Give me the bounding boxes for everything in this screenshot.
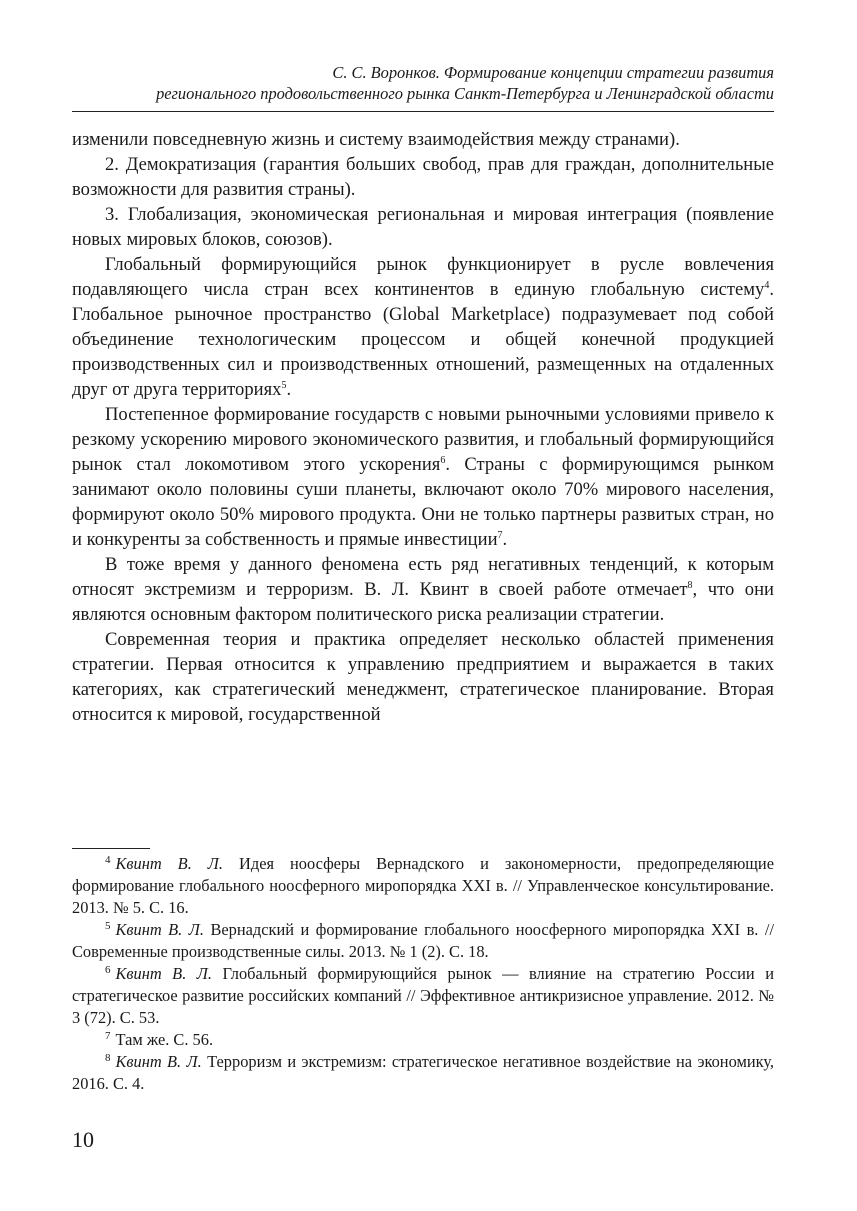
header-rule [72,111,774,112]
footnote-author: Квинт В. Л. [115,1052,202,1071]
running-head-line-2: регионального продовольственного рынка Санкт-Петербурга и Ленинградской области [156,84,774,103]
footnotes [72,853,774,1095]
footnote-7: $^7$ Там же. С. 56. [105,1030,214,1049]
running-head [72,62,774,104]
body-text [72,127,774,727]
paragraph-emerging-markets: Постепенное формирование государств с новыми рыночными условиями привело к резкому ускорению мирового экономического развития, и глобальный формирующийся рынок стал локомотивом этого ускорения$^6$. Страны с формирующимся рынком занимают около половины суши планеты, включают около 70% мирового населения, формируют около 50% мирового продукта. Они не только партнеры развитых стран, но и конкуренты за собственность и прямые инвестиции$^7$. [72,404,774,550]
footnote-5: $^5$ Квинт В. Л. Вернадский и формирование глобального ноосферного миропорядка XXI в. // Современные производственные силы. 2013. № 1 (2). С. 18. [72,920,774,961]
paragraph-strategy-areas: Современная теория и практика определяет несколько областей применения стратегии. Первая относится к управлению предприятием и выражается в таких категориях, как стратегический менеджмент, стратегическое планирование. Вторая относится к мировой, государственной [72,629,774,725]
footnote-ref-5[interactable]: 5 [281,380,287,391]
running-head-line-1: С. С. Воронков. Формирование концепции стратегии развития [332,63,774,82]
paragraph-global-market: Глобальный формирующийся рынок функционирует в русле вовлечения подавляющего числа стран всех континентов в единую глобальную систему$^4$. Глобальное рыночное пространство (Global Marketplace) подразумевает под собой объединение технологическим процессом и общей конечной продукцией производственных сил и производственных отношений, размещенных на отдаленных друг от друга территориях$^5$. [72,254,774,400]
page-number: 10 [72,1127,94,1152]
footnote-separator [72,848,150,849]
footnote-ref-4[interactable]: 4 [764,280,770,291]
paragraph-democratization: 2. Демократизация (гарантия больших свобод, прав для граждан, дополнительные возможности для развития страны). [72,154,774,200]
footnote-4: $^4$ Квинт В. Л. Идея ноосферы Вернадского и закономерности, предопределяющие формирование глобального ноосферного миропорядка XXI в. // Управленческое консультирование. 2013. № 5. С. 16. [72,854,774,917]
footnote-author: Квинт В. Л. [115,964,213,983]
footnote-ref-6[interactable]: 6 [440,455,446,466]
footnote-ref-8[interactable]: 8 [687,580,693,591]
paragraph-globalization: 3. Глобализация, экономическая региональная и мировая интеграция (появление новых мировых блоков, союзов). [72,204,774,250]
paragraph-negative-trends: В тоже время у данного феномена есть ряд негативных тенденций, к которым относят экстремизм и терроризм. В. Л. Квинт в своей работе отмечает$^8$, что они являются основным фактором политического риска реализации стратегии. [72,554,774,625]
footnote-6: $^6$ Квинт В. Л. Глобальный формирующийся рынок — влияние на стратегию России и стратегическое развитие российских компаний // Эффективное антикризисное управление. 2012. № 3 (72). С. 53. [72,964,774,1027]
footnote-author: Квинт В. Л. [115,920,204,939]
paragraph-continued: изменили повседневную жизнь и систему взаимодействия между странами). [72,129,680,150]
footnote-8: $^8$ Квинт В. Л. Терроризм и экстремизм: стратегическое негативное воздействие на экономику, 2016. С. 4. [72,1052,774,1093]
footnote-ref-7[interactable]: 7 [497,530,503,541]
footnote-author: Квинт В. Л. [115,854,223,873]
